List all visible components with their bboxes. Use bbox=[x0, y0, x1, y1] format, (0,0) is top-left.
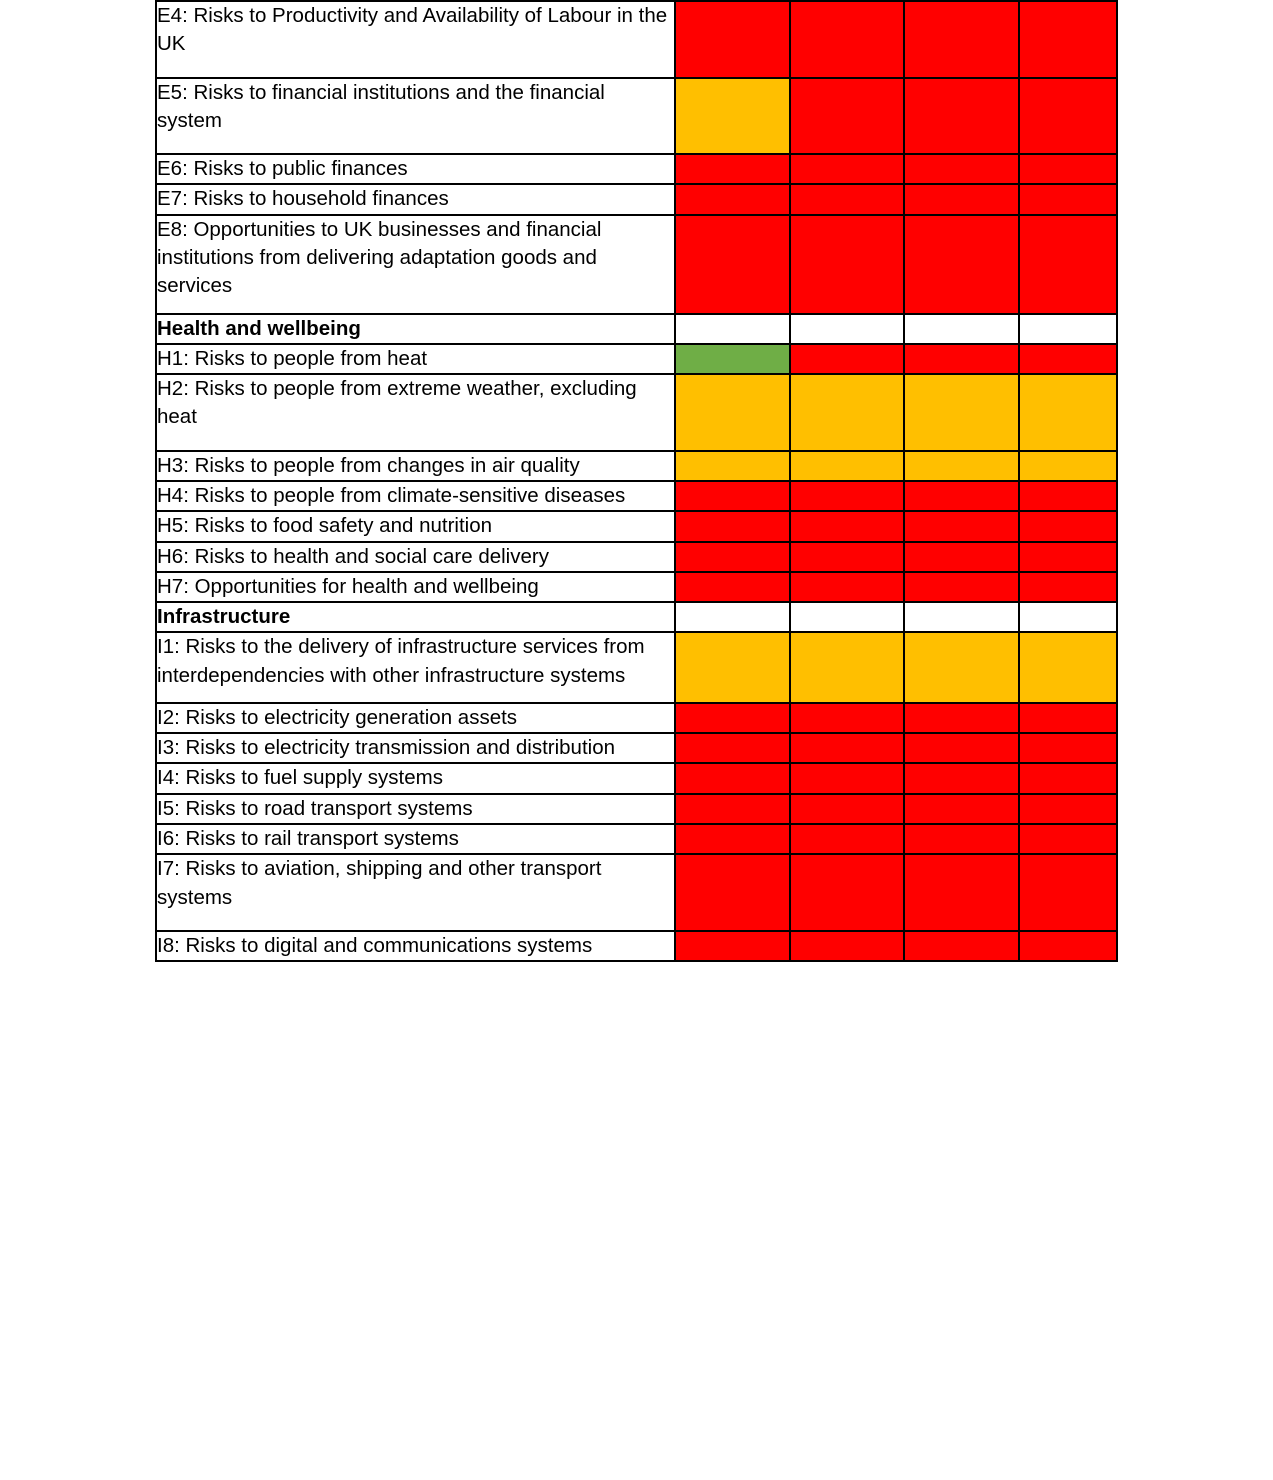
row-spacer bbox=[157, 432, 674, 450]
row-spacer bbox=[157, 59, 674, 77]
score-cell-red bbox=[675, 733, 789, 763]
table-row bbox=[156, 215, 1117, 314]
risk-label-text: I8: Risks to digital and communications systems bbox=[157, 933, 593, 957]
score-cell-orange bbox=[675, 632, 789, 703]
score-cell-red bbox=[675, 1, 789, 78]
score-cell-red bbox=[790, 344, 904, 374]
table-row bbox=[156, 511, 1117, 541]
score-cell-red bbox=[1019, 931, 1117, 961]
score-cell-red bbox=[1019, 542, 1117, 572]
score-cell-red bbox=[904, 794, 1018, 824]
score-cell-red bbox=[675, 511, 789, 541]
table-row bbox=[156, 78, 1117, 155]
score-cell-red bbox=[1019, 703, 1117, 733]
table-row bbox=[156, 451, 1117, 481]
score-cell-red bbox=[904, 78, 1018, 155]
table-row bbox=[156, 481, 1117, 511]
risk-label bbox=[156, 154, 675, 184]
risk-label-text: E4: Risks to Productivity and Availability of Labour in the UK bbox=[157, 4, 668, 56]
score-cell-orange bbox=[904, 632, 1018, 703]
risk-label bbox=[156, 733, 675, 763]
table-row bbox=[156, 542, 1117, 572]
risk-label bbox=[156, 451, 675, 481]
score-cell-red bbox=[1019, 854, 1117, 931]
score-cell-red bbox=[790, 215, 904, 314]
score-cell-red bbox=[904, 931, 1018, 961]
risk-label-text: I4: Risks to fuel supply systems bbox=[157, 766, 443, 790]
score-cell-orange bbox=[1019, 632, 1117, 703]
score-cell-green bbox=[675, 344, 789, 374]
risk-label bbox=[156, 824, 675, 854]
risk-label bbox=[156, 511, 675, 541]
score-cell-red bbox=[1019, 1, 1117, 78]
score-cell-red bbox=[790, 481, 904, 511]
score-cell bbox=[675, 314, 789, 344]
score-cell-red bbox=[904, 511, 1018, 541]
section-header-label: Health and wellbeing bbox=[156, 314, 675, 344]
score-cell-red bbox=[1019, 184, 1117, 214]
table-row bbox=[156, 824, 1117, 854]
score-cell-red bbox=[1019, 215, 1117, 314]
score-cell-red bbox=[675, 542, 789, 572]
risk-label bbox=[156, 215, 675, 314]
risk-label bbox=[156, 542, 675, 572]
score-cell-red bbox=[790, 931, 904, 961]
score-cell-red bbox=[1019, 344, 1117, 374]
score-cell-red bbox=[790, 794, 904, 824]
score-cell bbox=[675, 602, 789, 632]
score-cell-red bbox=[790, 542, 904, 572]
score-cell-red bbox=[904, 1, 1018, 78]
table-row bbox=[156, 344, 1117, 374]
risk-label bbox=[156, 632, 675, 703]
score-cell-orange bbox=[1019, 374, 1117, 451]
score-cell-red bbox=[904, 344, 1018, 374]
risk-label-text: I7: Risks to aviation, shipping and other transport systems bbox=[157, 857, 602, 909]
table-row bbox=[156, 184, 1117, 214]
score-cell-red bbox=[675, 154, 789, 184]
risk-label-text: H7: Opportunities for health and wellbeing bbox=[157, 574, 539, 598]
risk-label-text: H5: Risks to food safety and nutrition bbox=[157, 514, 493, 538]
risk-label-text: E8: Opportunities to UK businesses and financial institutions from delivering adaptation goods and services bbox=[157, 217, 602, 298]
score-cell-red bbox=[904, 572, 1018, 602]
score-cell-red bbox=[675, 481, 789, 511]
risk-label-text: H6: Risks to health and social care delivery bbox=[157, 544, 549, 568]
score-cell-red bbox=[675, 215, 789, 314]
risk-label-text: I5: Risks to road transport systems bbox=[157, 796, 473, 820]
table-row bbox=[156, 154, 1117, 184]
risk-label bbox=[156, 78, 675, 155]
risk-assessment-table-container bbox=[155, 0, 1118, 962]
score-cell-red bbox=[1019, 824, 1117, 854]
score-cell-red bbox=[675, 572, 789, 602]
score-cell-orange bbox=[675, 374, 789, 451]
score-cell-red bbox=[790, 154, 904, 184]
risk-label-text: H1: Risks to people from heat bbox=[157, 346, 428, 370]
score-cell-red bbox=[904, 733, 1018, 763]
risk-label bbox=[156, 931, 675, 961]
score-cell-red bbox=[904, 154, 1018, 184]
score-cell-orange bbox=[904, 451, 1018, 481]
score-cell-red bbox=[1019, 78, 1117, 155]
table-row bbox=[156, 632, 1117, 703]
table-row bbox=[156, 854, 1117, 931]
score-cell-orange bbox=[790, 632, 904, 703]
risk-label-text: I3: Risks to electricity transmission and distribution bbox=[157, 736, 616, 760]
table-row bbox=[156, 931, 1117, 961]
score-cell-red bbox=[1019, 481, 1117, 511]
score-cell-red bbox=[675, 763, 789, 793]
score-cell-red bbox=[904, 481, 1018, 511]
score-cell-red bbox=[904, 854, 1018, 931]
score-cell bbox=[1019, 314, 1117, 344]
score-cell-red bbox=[904, 215, 1018, 314]
risk-label bbox=[156, 1, 675, 78]
row-spacer bbox=[157, 135, 674, 153]
score-cell-red bbox=[675, 854, 789, 931]
score-cell-orange bbox=[790, 451, 904, 481]
risk-assessment-table bbox=[155, 0, 1118, 962]
score-cell-red bbox=[904, 542, 1018, 572]
score-cell bbox=[790, 314, 904, 344]
risk-label-text: I6: Risks to rail transport systems bbox=[157, 827, 459, 851]
score-cell-red bbox=[790, 572, 904, 602]
risk-label-text: E6: Risks to public finances bbox=[157, 157, 408, 181]
score-cell-red bbox=[790, 78, 904, 155]
table-row bbox=[156, 1, 1117, 78]
risk-label bbox=[156, 572, 675, 602]
score-cell bbox=[1019, 602, 1117, 632]
risk-table-body bbox=[156, 1, 1117, 961]
score-cell-red bbox=[1019, 733, 1117, 763]
score-cell bbox=[904, 602, 1018, 632]
row-spacer bbox=[157, 301, 674, 313]
score-cell-orange bbox=[675, 451, 789, 481]
score-cell-red bbox=[1019, 794, 1117, 824]
section-header-label: Infrastructure bbox=[156, 602, 675, 632]
score-cell-red bbox=[904, 184, 1018, 214]
table-row bbox=[156, 703, 1117, 733]
score-cell bbox=[904, 314, 1018, 344]
risk-label bbox=[156, 854, 675, 931]
score-cell-red bbox=[675, 931, 789, 961]
section-header-row bbox=[156, 602, 1117, 632]
score-cell-red bbox=[790, 511, 904, 541]
score-cell-red bbox=[1019, 763, 1117, 793]
table-row bbox=[156, 794, 1117, 824]
risk-label bbox=[156, 763, 675, 793]
risk-label-text: I1: Risks to the delivery of infrastructure services from interdependencies with other infrastructure systems bbox=[157, 635, 645, 687]
risk-label bbox=[156, 794, 675, 824]
score-cell-red bbox=[675, 703, 789, 733]
score-cell-red bbox=[675, 824, 789, 854]
score-cell bbox=[790, 602, 904, 632]
score-cell-orange bbox=[675, 78, 789, 155]
risk-label-text: I2: Risks to electricity generation assets bbox=[157, 705, 518, 729]
score-cell-red bbox=[1019, 511, 1117, 541]
score-cell-red bbox=[790, 854, 904, 931]
score-cell-red bbox=[675, 794, 789, 824]
table-row bbox=[156, 374, 1117, 451]
score-cell-red bbox=[790, 703, 904, 733]
risk-label-text: H3: Risks to people from changes in air quality bbox=[157, 453, 580, 477]
risk-label bbox=[156, 374, 675, 451]
score-cell-red bbox=[904, 703, 1018, 733]
score-cell-red bbox=[790, 184, 904, 214]
risk-label-text: E7: Risks to household finances bbox=[157, 187, 449, 211]
score-cell-red bbox=[790, 733, 904, 763]
risk-label-text: E5: Risks to financial institutions and the financial system bbox=[157, 80, 605, 132]
score-cell-red bbox=[675, 184, 789, 214]
table-row bbox=[156, 763, 1117, 793]
row-spacer bbox=[157, 912, 674, 930]
score-cell-red bbox=[904, 824, 1018, 854]
risk-label bbox=[156, 703, 675, 733]
risk-label bbox=[156, 344, 675, 374]
risk-label-text: H4: Risks to people from climate-sensitive diseases bbox=[157, 483, 626, 507]
score-cell-red bbox=[790, 1, 904, 78]
score-cell-orange bbox=[904, 374, 1018, 451]
score-cell-red bbox=[790, 824, 904, 854]
table-row bbox=[156, 572, 1117, 602]
risk-label bbox=[156, 481, 675, 511]
score-cell-red bbox=[790, 763, 904, 793]
score-cell-orange bbox=[790, 374, 904, 451]
table-row bbox=[156, 733, 1117, 763]
risk-label bbox=[156, 184, 675, 214]
score-cell-orange bbox=[1019, 451, 1117, 481]
section-header-row bbox=[156, 314, 1117, 344]
score-cell-red bbox=[904, 763, 1018, 793]
score-cell-red bbox=[1019, 572, 1117, 602]
row-spacer bbox=[157, 690, 674, 702]
score-cell-red bbox=[1019, 154, 1117, 184]
risk-label-text: H2: Risks to people from extreme weather, excluding heat bbox=[157, 377, 637, 429]
